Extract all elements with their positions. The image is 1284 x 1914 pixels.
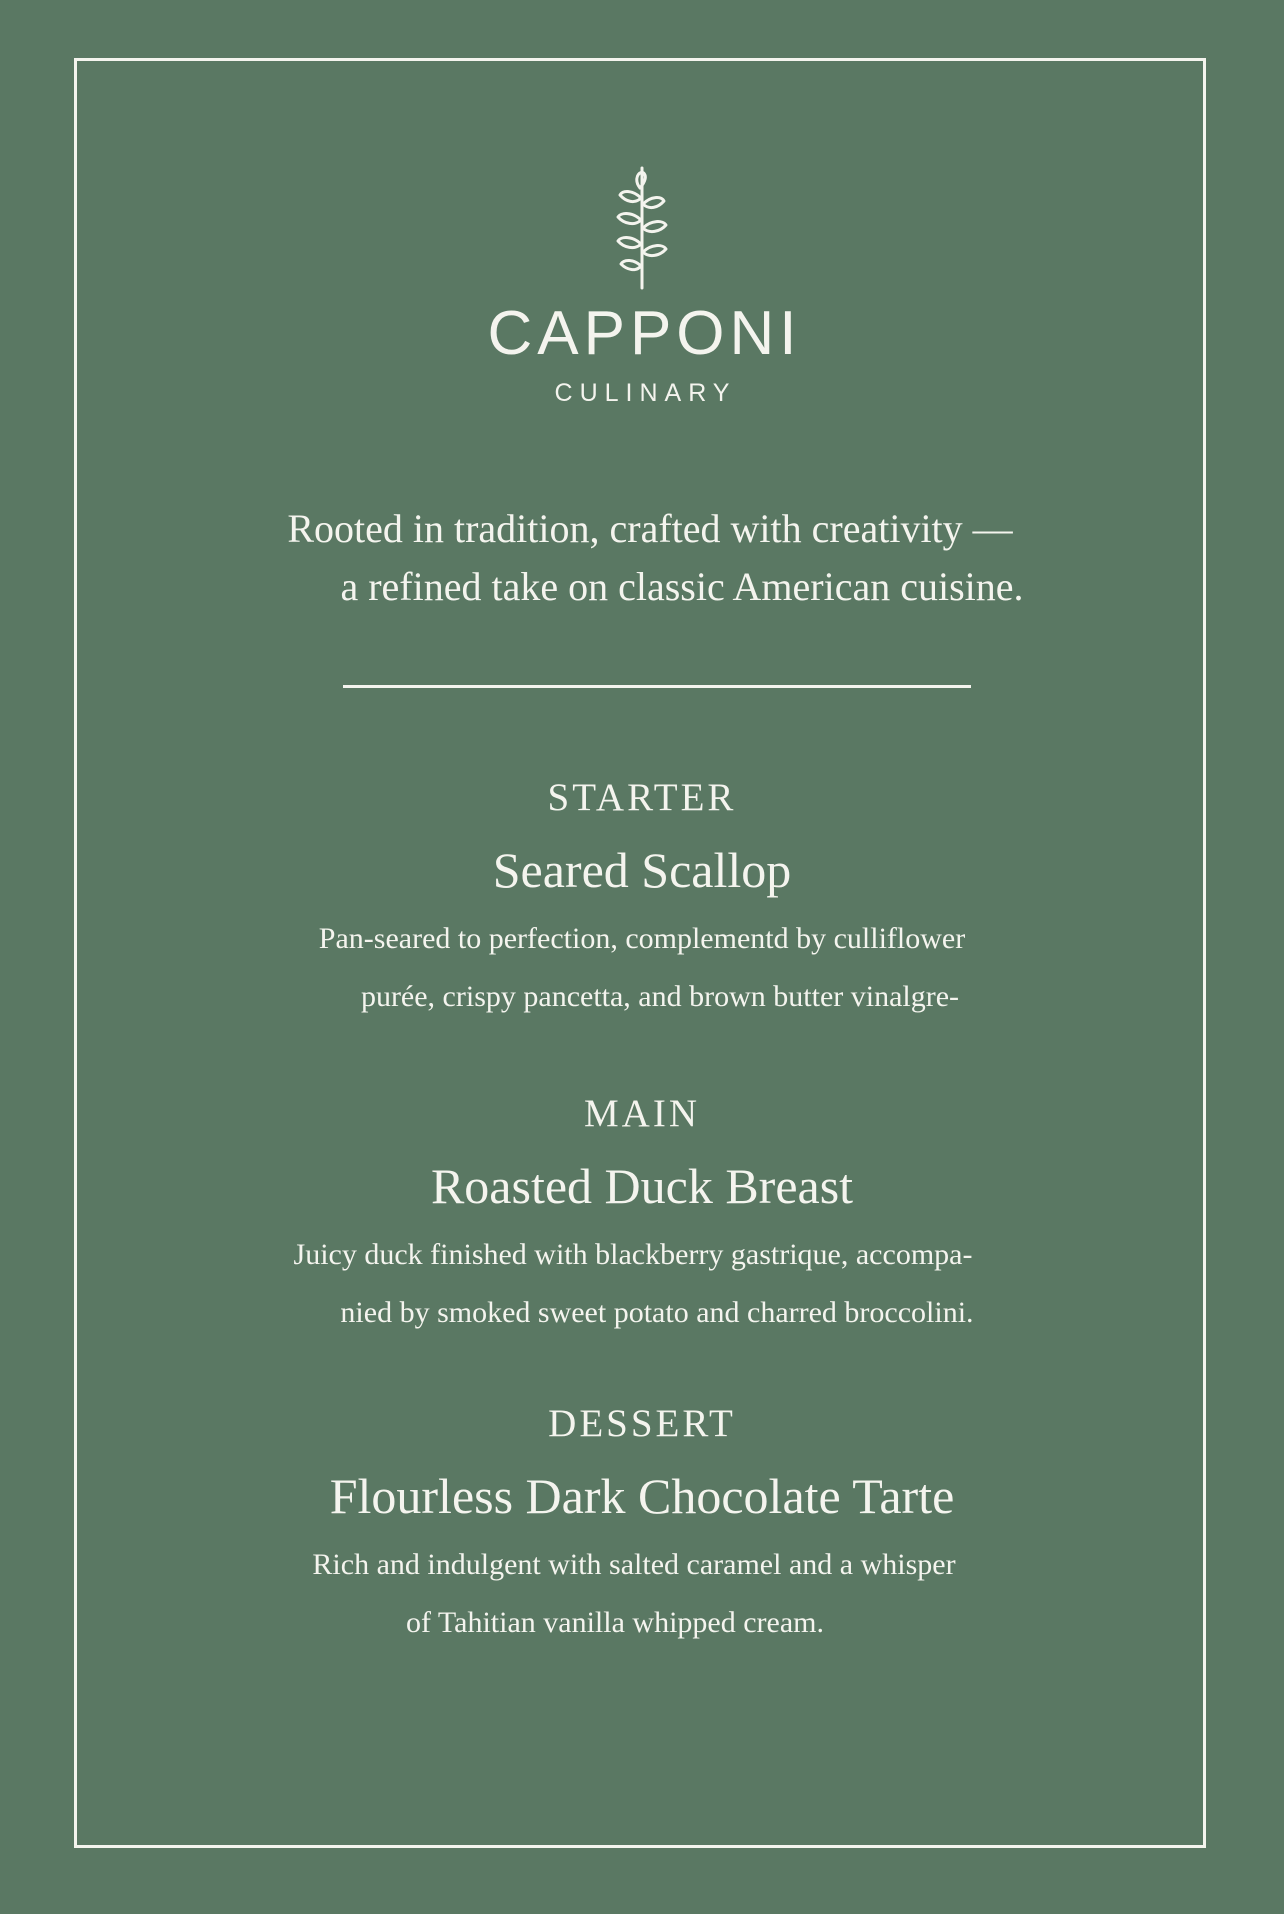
brand-subtitle: CULINARY [554,379,737,407]
course-label: STARTER [547,776,737,819]
dish-description-line-2: purée, crispy pancetta, and brown butter vinalgre- [360,980,960,1013]
brand-name: CAPPONI [487,299,802,368]
tagline-line-1: Rooted in tradition, crafted with creativity — [287,506,1013,551]
dish-name: Seared Scallop [492,842,792,898]
dish-description-line-2: of Tahitian vanilla whipped cream. [405,1606,825,1639]
menu-section-dessert [0,1400,1284,1652]
divider [343,685,971,688]
course-label: MAIN [584,1092,700,1135]
dish-name: Roasted Duck Breast [430,1158,854,1214]
dish-description [0,1536,1284,1652]
dish-description [0,1226,1284,1342]
dish-name: Flourless Dark Chocolate Tarte [329,1468,955,1524]
dish-description-line-2: nied by smoked sweet potato and charred broccolini. [340,1296,974,1329]
dish-description-line-1: Rich and indulgent with salted caramel and a whisper [312,1548,956,1581]
course-label: DESSERT [548,1402,736,1445]
menu-section-main [0,1090,1284,1342]
olive-sprig-icon [600,160,684,292]
dish-description-line-1: Juicy duck finished with blackberry gastrique, accompa- [293,1238,973,1271]
menu-section-starter [0,774,1284,1026]
dish-description [0,910,1284,1026]
tagline-line-2: a refined take on classic American cuisine. [340,564,1024,609]
dish-description-line-1: Pan-seared to perfection, complementd by culliflower [318,922,966,955]
